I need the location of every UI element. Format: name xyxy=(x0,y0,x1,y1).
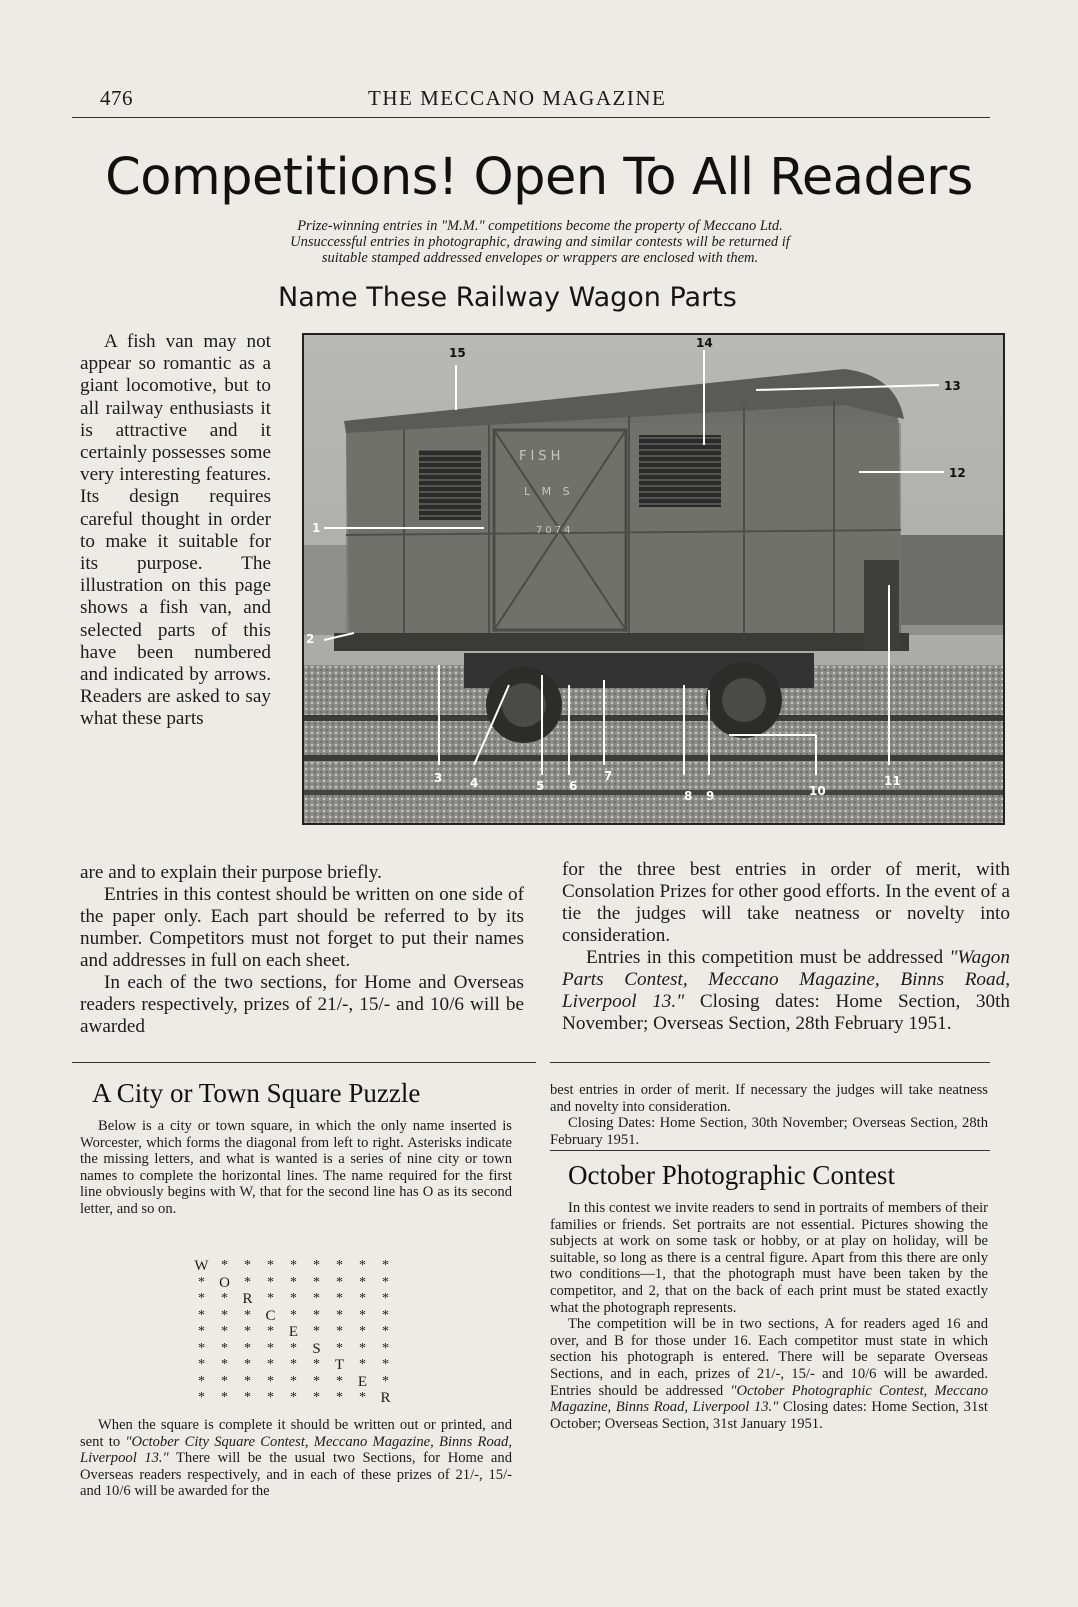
puzzle-asterisk: * xyxy=(198,1373,205,1389)
puzzle-row xyxy=(190,1357,430,1374)
puzzle-asterisk: * xyxy=(244,1340,251,1356)
puzzle-asterisk: * xyxy=(198,1340,205,1356)
puzzle-asterisk: * xyxy=(382,1373,389,1389)
callout-13: 13 xyxy=(944,379,961,393)
photo-contest-address: "October Photographic Contest, Meccano Magazine, Binns Road, Liverpool 13." xyxy=(550,1382,988,1416)
wagon-address-paragraph xyxy=(562,947,1010,1035)
puzzle-text-block xyxy=(80,1118,512,1218)
puzzle-asterisk: * xyxy=(267,1357,274,1372)
puzzle-row xyxy=(190,1258,430,1275)
notice-line: Unsuccessful entries in photographic, drawing and similar contests will be returned if xyxy=(290,234,790,250)
callout-5: 5 xyxy=(536,779,545,793)
page-number: 476 xyxy=(100,86,133,110)
photo-contest-para xyxy=(550,1316,988,1432)
callout-9: 9 xyxy=(706,789,715,803)
puzzle-asterisk: * xyxy=(244,1357,251,1372)
puzzle-asterisk: * xyxy=(313,1373,320,1389)
puzzle-asterisk: * xyxy=(336,1373,343,1389)
puzzle-asterisk: * xyxy=(267,1274,274,1290)
wagon-heading: Name These Railway Wagon Parts xyxy=(278,282,737,313)
puzzle-asterisk: * xyxy=(244,1373,251,1389)
puzzle-asterisk: * xyxy=(359,1340,366,1356)
notice-line: Prize-winning entries in "M.M." competitions become the property of Meccano Ltd. xyxy=(297,218,783,234)
puzzle-row xyxy=(190,1390,430,1407)
puzzle-asterisk: * xyxy=(221,1373,228,1389)
wagon-intro xyxy=(80,331,271,731)
puzzle-asterisk: * xyxy=(198,1274,205,1290)
puzzle-asterisk: * xyxy=(290,1373,297,1389)
callout-2: 2 xyxy=(306,632,315,646)
puzzle-asterisk: * xyxy=(267,1258,274,1273)
callout-11: 11 xyxy=(884,774,901,788)
header-rule xyxy=(72,117,990,118)
puzzle-asterisk: * xyxy=(336,1291,343,1306)
puzzle-asterisk: * xyxy=(359,1274,366,1290)
wagon-closing: Closing dates: Home Section, 30th November; Overseas Section, 28th February 1951. xyxy=(562,991,1010,1034)
puzzle-asterisk: * xyxy=(382,1324,389,1339)
wagon-right-column xyxy=(562,859,1010,1035)
callout-4: 4 xyxy=(470,776,479,790)
callout-1: 1 xyxy=(312,521,321,535)
callout-7: 7 xyxy=(604,769,613,783)
puzzle-letter: S xyxy=(312,1340,321,1357)
puzzle-asterisk: * xyxy=(198,1357,205,1372)
wagon-paragraph: Entries in this contest should be written on one side of the paper only. Each part should be referred to by its number. Competitors must not forget to put their names and addresses in full on each sheet. xyxy=(80,884,524,971)
wagon-paragraph: In each of the two sections, for Home and Overseas readers respectively, prizes of 21/-, 15/- and 10/6 will be awarded xyxy=(80,972,524,1037)
puzzle-continued xyxy=(550,1082,988,1148)
puzzle-asterisk: * xyxy=(382,1274,389,1290)
puzzle-asterisk: * xyxy=(267,1340,274,1356)
puzzle-asterisk: * xyxy=(336,1258,343,1273)
puzzle-letter: E xyxy=(288,1324,299,1340)
puzzle-asterisk: * xyxy=(336,1274,343,1290)
puzzle-prizes-text: There will be the usual two Sections, for Home and Overseas readers respectively, and in each of these prizes of 21/-, 15/- and 10/6 will be awarded for the xyxy=(80,1450,512,1500)
wagon-address-lead: Entries in this competition must be addressed xyxy=(586,947,950,968)
callout-8: 8 xyxy=(684,789,693,803)
puzzle-asterisk: * xyxy=(336,1340,343,1356)
puzzle-asterisk: * xyxy=(244,1258,251,1273)
wagon-intro-text: A fish van may not appear so romantic as a giant locomotive, but to all railway enthusiasts it is attractive and it certainly possesses some very interesting features. Its design requires careful thought in order to make it suitable for its purpose. The illustration on this page shows a fish van, and selected parts of this have been numbered and indicated by arrows. Readers are asked to say what these parts xyxy=(80,331,271,730)
photo-contest-para: In this contest we invite readers to send in portraits of members of their families or friends. Set portraits are not essential. Pictures showing the subjects at work on some task or hobby, or at play on holiday, will be suitable, so long as there is a central figure. Apart from this there are only two conditions—1, that the photograph must have been taken by the competitor, and 2, that on the back of each print must be stated exactly what the photograph represents. xyxy=(550,1200,988,1316)
puzzle-asterisk: * xyxy=(244,1390,251,1405)
callout-3: 3 xyxy=(434,771,443,785)
photo-contest-text xyxy=(550,1200,988,1432)
puzzle-asterisk: * xyxy=(313,1307,320,1323)
puzzle-asterisk: * xyxy=(198,1324,205,1339)
section-rule-right xyxy=(550,1062,990,1063)
puzzle-asterisk: * xyxy=(290,1307,297,1323)
puzzle-letter: R xyxy=(242,1291,253,1307)
puzzle-asterisk: * xyxy=(336,1390,343,1405)
section-rule-photo xyxy=(550,1150,990,1151)
puzzle-asterisk: * xyxy=(313,1324,320,1339)
puzzle-asterisk: * xyxy=(221,1324,228,1339)
puzzle-asterisk: * xyxy=(198,1291,205,1306)
puzzle-letter: C xyxy=(265,1307,276,1324)
puzzle-asterisk: * xyxy=(290,1258,297,1273)
puzzle-asterisk: * xyxy=(313,1390,320,1405)
wagon-left-column xyxy=(80,862,524,1038)
puzzle-asterisk: * xyxy=(290,1390,297,1405)
puzzle-asterisk: * xyxy=(221,1390,228,1405)
photo-contest-sections: The competition will be in two sections, A for readers aged 16 and over, and B for those under 16. Each competitor must state in which section his photograph is entered. There will be separate Overseas Sections, and in each, prizes of 21/-, 15/- and 10/6 will be awarded. Entries should be addressed xyxy=(550,1316,988,1399)
puzzle-asterisk: * xyxy=(221,1258,228,1273)
puzzle-square xyxy=(190,1258,430,1407)
puzzle-instructions xyxy=(80,1417,512,1500)
puzzle-asterisk: * xyxy=(359,1307,366,1323)
puzzle-row xyxy=(190,1291,430,1308)
puzzle-asterisk: * xyxy=(198,1390,205,1405)
magazine-title: THE MECCANO MAGAZINE xyxy=(368,86,667,110)
puzzle-asterisk: * xyxy=(359,1258,366,1273)
puzzle-asterisk: * xyxy=(221,1340,228,1356)
callout-12: 12 xyxy=(949,466,966,480)
competition-notice xyxy=(160,218,920,266)
wagon-paragraph: for the three best entries in order of merit, with Consolation Prizes for other good efforts. In the event of a tie the judges will take neatness or novelty into consideration. xyxy=(562,859,1010,946)
puzzle-asterisk: * xyxy=(313,1274,320,1290)
puzzle-asterisk: * xyxy=(382,1357,389,1372)
puzzle-asterisk: * xyxy=(382,1307,389,1323)
puzzle-asterisk: * xyxy=(382,1340,389,1356)
puzzle-letter: R xyxy=(380,1390,391,1406)
puzzle-asterisk: * xyxy=(382,1291,389,1306)
wagon-paragraph: are and to explain their purpose briefly. xyxy=(80,862,382,883)
puzzle-asterisk: * xyxy=(359,1357,366,1372)
puzzle-asterisk: * xyxy=(359,1291,366,1306)
puzzle-letter: T xyxy=(334,1357,345,1373)
puzzle-closing: Closing Dates: Home Section, 30th November; Overseas Section, 28th February 1951. xyxy=(550,1115,988,1148)
puzzle-instructions-text xyxy=(80,1417,512,1500)
puzzle-row xyxy=(190,1275,430,1292)
puzzle-asterisk: * xyxy=(221,1307,228,1323)
fish-van-illustration xyxy=(304,335,1003,823)
puzzle-asterisk: * xyxy=(244,1324,251,1339)
puzzle-letter: E xyxy=(357,1373,368,1390)
puzzle-row xyxy=(190,1374,430,1391)
puzzle-asterisk: * xyxy=(382,1258,389,1273)
puzzle-address: "October City Square Contest, Meccano Magazine, Binns Road, Liverpool 13." xyxy=(80,1433,512,1467)
van-lettering-fish: FISH xyxy=(519,449,565,464)
wagon-address: "Wagon Parts Contest, Meccano Magazine, Binns Road, Liverpool 13." xyxy=(562,947,1010,1012)
puzzle-asterisk: * xyxy=(267,1291,274,1306)
puzzle-asterisk: * xyxy=(313,1291,320,1306)
puzzle-asterisk: * xyxy=(313,1357,320,1372)
puzzle-asterisk: * xyxy=(267,1324,274,1339)
puzzle-intro: Below is a city or town square, in which the only name inserted is Worcester, which forms the diagonal from left to right. Asterisks indicate the missing letters, and what is wanted is a series of nine city or town names to complete the horizontal lines. The name required for the first line obviously begins with W, that for the second line has O as its second letter, and so on. xyxy=(80,1118,512,1217)
callout-6: 6 xyxy=(569,779,578,793)
puzzle-row xyxy=(190,1308,430,1325)
puzzle-asterisk: * xyxy=(244,1274,251,1290)
puzzle-letter: O xyxy=(219,1274,230,1291)
puzzle-send-text: When the square is complete it should be written out or printed, and sent to xyxy=(80,1417,512,1450)
notice-line: suitable stamped addressed envelopes or wrappers are enclosed with them. xyxy=(321,250,759,266)
puzzle-asterisk: * xyxy=(244,1307,251,1323)
puzzle-asterisk: * xyxy=(221,1357,228,1372)
callout-15: 15 xyxy=(449,346,466,360)
callout-10: 10 xyxy=(809,784,826,798)
puzzle-asterisk: * xyxy=(359,1390,366,1405)
puzzle-continued-text: best entries in order of merit. If necessary the judges will take neatness and novelty into consideration. xyxy=(550,1082,988,1115)
puzzle-row xyxy=(190,1324,430,1341)
photo-contest-closing: Closing dates: Home Section, 31st October; Overseas Section, 31st January 1951. xyxy=(550,1399,988,1432)
page-title: Competitions! Open To All Readers xyxy=(105,148,973,207)
section-rule-left xyxy=(72,1062,536,1063)
photo-contest-heading: October Photographic Contest xyxy=(568,1160,895,1190)
puzzle-asterisk: * xyxy=(290,1274,297,1290)
puzzle-asterisk: * xyxy=(359,1324,366,1339)
puzzle-asterisk: * xyxy=(290,1291,297,1306)
puzzle-asterisk: * xyxy=(267,1390,274,1405)
fish-van-photo xyxy=(302,333,1005,825)
van-lettering-number: 7074 xyxy=(536,525,574,536)
callout-14: 14 xyxy=(696,336,713,350)
puzzle-asterisk: * xyxy=(290,1357,297,1372)
puzzle-asterisk: * xyxy=(336,1324,343,1339)
puzzle-asterisk: * xyxy=(336,1307,343,1323)
puzzle-asterisk: * xyxy=(290,1340,297,1356)
puzzle-asterisk: * xyxy=(267,1373,274,1389)
puzzle-asterisk: * xyxy=(198,1307,205,1323)
puzzle-row xyxy=(190,1341,430,1358)
puzzle-asterisk: * xyxy=(313,1258,320,1273)
puzzle-asterisk: * xyxy=(221,1291,228,1306)
van-lettering-lms: L M S xyxy=(524,485,574,498)
puzzle-letter: W xyxy=(194,1258,209,1274)
puzzle-heading: A City or Town Square Puzzle xyxy=(92,1078,421,1108)
